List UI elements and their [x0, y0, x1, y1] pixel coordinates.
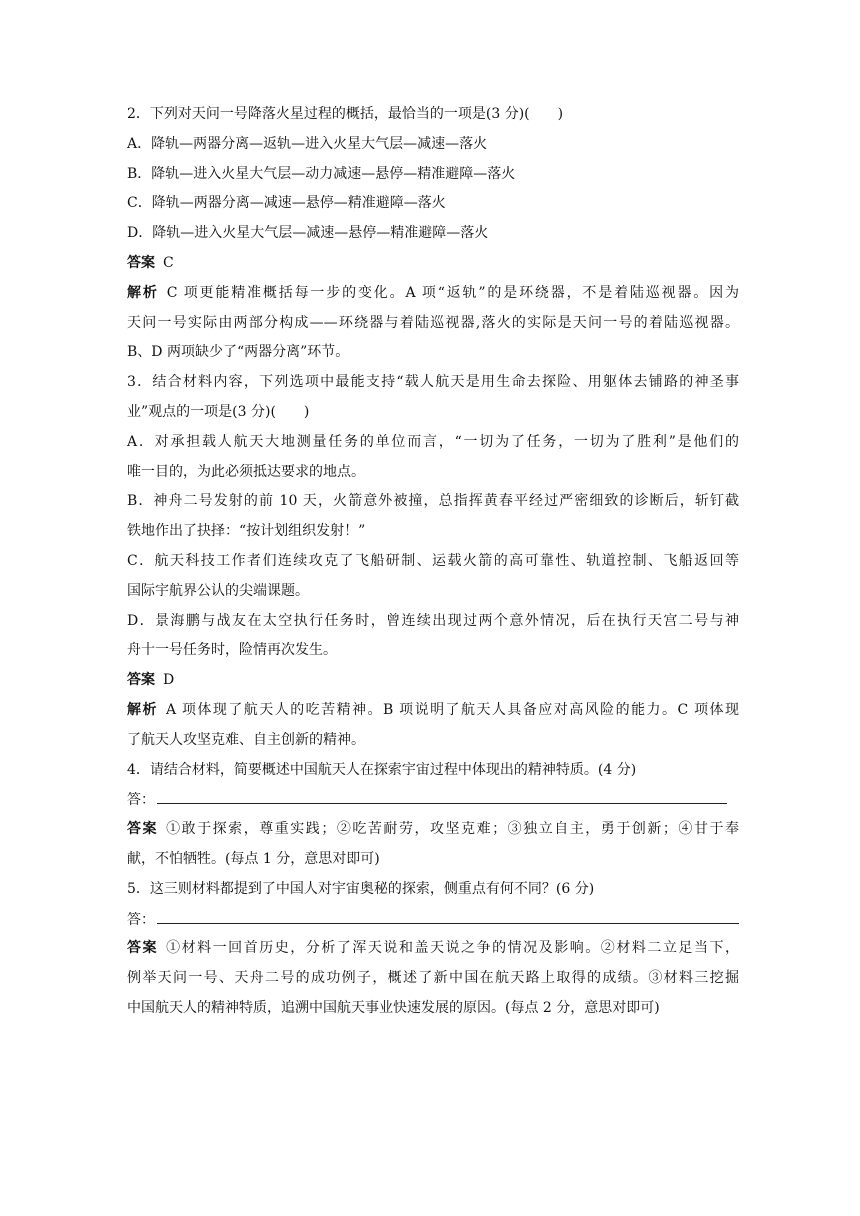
q4-response-line	[127, 785, 739, 815]
q5-response-line	[127, 905, 739, 935]
q3-option-d-line-1: D．景海鹏与战友在太空执行任务时，曾连续出现过两个意外情况，后在执行天宫二号与神	[127, 612, 739, 629]
q3-analysis-line-2: 了航天人攻坚克难、自主创新的精神。	[127, 731, 365, 748]
q2-stem: 2．下列对天问一号降落火星过程的概括，最恰当的一项是(3 分)( )	[127, 106, 564, 122]
q3-option-d-line-2: 舟十一号任务时，险情再次发生。	[127, 642, 337, 659]
analysis-label: 解析	[127, 701, 158, 718]
answer-text: ①材料一回首历史，分析了浑天说和盖天说之争的情况及影响。②材料二立足当下，	[166, 940, 740, 957]
q3-stem-line-2: 业”观点的一项是(3 分)( )	[127, 403, 310, 420]
answer-label: 答案	[127, 821, 159, 838]
q3-option-b-line-2: 铁地作出了抉择：“按计划组织发射！”	[127, 523, 366, 540]
q2-answer	[127, 249, 739, 279]
q3-answer	[127, 666, 739, 696]
q2-analysis-line-1	[127, 279, 739, 309]
q2-option-c: C．降轨—两器分离—减速—悬停—精准避障—落火	[127, 195, 446, 212]
response-prefix: 答：	[127, 911, 155, 928]
q5-response-blank[interactable]	[157, 905, 739, 924]
document-page	[127, 100, 739, 1024]
analysis-text: A 项体现了航天人的吃苦精神。B 项说明了航天人具备应对高风险的能力。C 项体现	[165, 701, 740, 718]
q4-answer-line-2: 献，不怕牺牲。(每点 1 分，意思对即可)	[127, 850, 380, 867]
q2-option-a: A．降轨—两器分离—返轨—进入火星大气层—减速—落火	[127, 135, 488, 152]
q3-option-b-line-1: B．神舟二号发射的前 10 天，火箭意外被撞，总指挥黄春平经过严密细致的诊断后，斩钉截	[127, 493, 739, 510]
q4-stem: 4．请结合材料，简要概述中国航天人在探索宇宙过程中体现出的精神特质。(4 分)	[127, 761, 637, 778]
q4-response-blank[interactable]	[157, 785, 727, 804]
analysis-label: 解析	[127, 284, 159, 301]
q5-stem: 5．这三则材料都提到了中国人对宇宙奥秘的探索，侧重点有何不同？(6 分)	[127, 880, 595, 897]
answer-label: 答案	[127, 254, 155, 271]
q2-analysis-line-2: 天问一号实际由两部分构成——环绕器与着陆巡视器,落火的实际是天问一号的着陆巡视器。	[127, 314, 739, 331]
answer-value: C	[163, 254, 174, 271]
q3-option-a-line-1: A．对承担载人航天大地测量任务的单位而言，“一切为了任务，一切为了胜利”是他们的	[127, 433, 739, 450]
q3-option-c-line-2: 国际宇航界公认的尖端课题。	[127, 582, 309, 599]
q2-option-b: B．降轨—进入火星大气层—动力减速—悬停—精准避障—落火	[127, 165, 516, 182]
analysis-text: C 项更能精准概括每一步的变化。A 项“返轨”的是环绕器，不是着陆巡视器。因为	[166, 284, 739, 301]
q5-answer-line-1	[127, 934, 739, 964]
q3-stem-line-1: 3．结合材料内容，下列选项中最能支持“载人航天是用生命去探险、用躯体去铺路的神圣事	[127, 374, 739, 391]
q5-answer-line-2: 例举天问一号、天舟二号的成功例子，概述了新中国在航天路上取得的成绩。③材料三挖掘	[127, 970, 739, 987]
answer-text: ①敢于探索，尊重实践；②吃苦耐劳，攻坚克难；③独立自主，勇于创新；④甘于奉	[166, 821, 740, 838]
q5-answer-line-3: 中国航天人的精神特质，追溯中国航天事业快速发展的原因。(每点 2 分，意思对即可)	[127, 999, 660, 1016]
q2-analysis-line-3: B、D 两项缺少了“两器分离”环节。	[127, 344, 350, 361]
q3-option-c-line-1: C．航天科技工作者们连续攻克了飞船研制、运载火箭的高可靠性、轨道控制、飞船返回等	[127, 552, 739, 569]
answer-value: D	[163, 672, 175, 689]
q4-answer-line-1	[127, 815, 739, 845]
answer-label: 答案	[127, 940, 159, 957]
response-prefix: 答：	[127, 792, 155, 809]
answer-label: 答案	[127, 672, 155, 689]
q3-analysis-line-1	[127, 696, 739, 726]
q3-option-a-line-2: 唯一目的，为此必须抵达要求的地点。	[127, 463, 365, 480]
q2-option-d: D．降轨—进入火星大气层—减速—悬停—精准避障—落火	[127, 225, 489, 242]
